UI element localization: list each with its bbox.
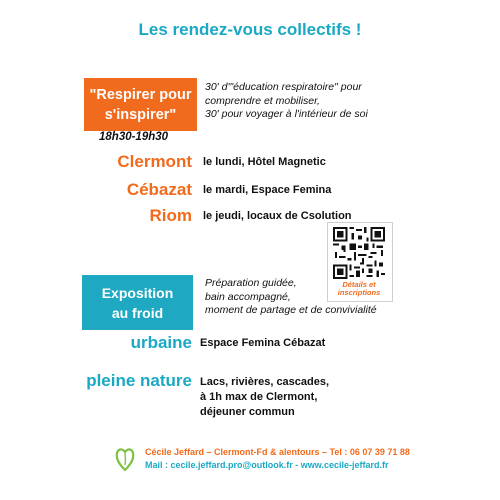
exposition-description (205, 277, 377, 318)
qr-caption-line2: inscriptions (337, 288, 381, 297)
page-title: Les rendez-vous collectifs ! (138, 20, 362, 39)
qr-caption-line1: Détails et (342, 280, 376, 289)
exposition-box-line2: au froid (111, 304, 164, 321)
respirer-desc-line3: 30' pour voyager à l'intérieur de soi (205, 108, 368, 120)
place-pleine-nature (200, 375, 329, 420)
place-pleine-nature-line2: à 1h max de Clermont, (200, 391, 318, 403)
exposition-desc-line2: bain accompagné, (205, 290, 291, 303)
city-urbaine: urbaine (130, 333, 192, 352)
place-urbaine: Espace Femina Cébazat (200, 337, 326, 349)
exposition-desc-line3: moment de partage et de convivialité (205, 304, 377, 316)
exposition-box (82, 275, 193, 330)
place-riom: le jeudi, locaux de Csolution (203, 210, 352, 222)
exposition-box-line1: Exposition (101, 284, 174, 301)
respirer-desc-line2: comprendre et mobiliser, (205, 94, 320, 107)
qr-code-icon[interactable] (333, 227, 385, 279)
footer-contact-line: Cécile Jeffard – Clermont-Fd & alentours – Tel : 06 07 39 71 88 (145, 447, 410, 457)
footer-mail-line (145, 460, 389, 470)
place-cebazat: le mardi, Espace Femina (203, 184, 332, 196)
city-cebazat: Cébazat (126, 180, 192, 199)
footer-mail-text[interactable]: Mail : cecile.jeffard.pro@outlook.fr - www.cecile-jeffard.fr (145, 460, 389, 470)
respirer-desc-line1: 30' d'"éducation respiratoire" pour (205, 81, 362, 93)
respirer-box-line2: s'inspirer" (104, 106, 177, 123)
exposition-desc-line1: Préparation guidée, (205, 277, 297, 289)
city-riom: Riom (149, 206, 192, 225)
heart-leaf-logo-icon (115, 444, 135, 472)
city-clermont: Clermont (117, 152, 192, 171)
place-pleine-nature-line1: Lacs, rivières, cascades, (200, 376, 330, 388)
respirer-box (84, 78, 197, 131)
session-time: 18h30-19h30 (99, 131, 169, 143)
place-clermont: le lundi, Hôtel Magnetic (203, 156, 326, 168)
respirer-box-line1: "Respirer pour (89, 86, 192, 103)
place-pleine-nature-line3: déjeuner commun (200, 406, 295, 418)
respirer-description (205, 81, 368, 122)
city-pleine-nature: pleine nature (86, 371, 192, 390)
